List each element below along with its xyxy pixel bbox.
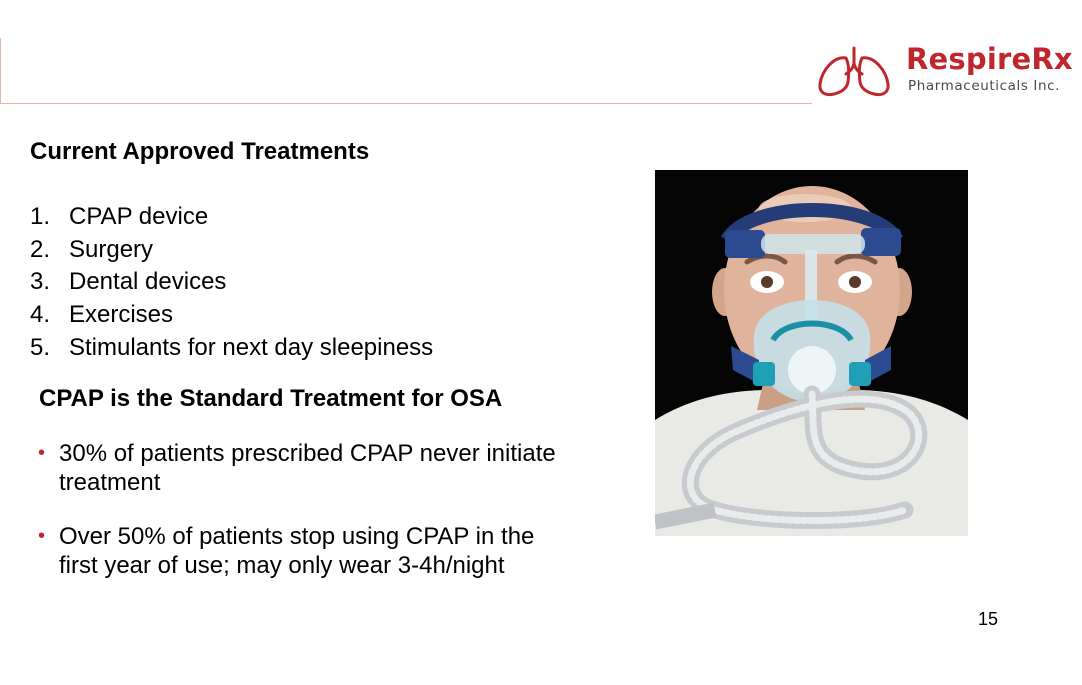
list-item: 4. Exercises xyxy=(30,301,174,329)
list-item: 3. Dental devices xyxy=(30,268,227,296)
treatment-list xyxy=(30,201,433,365)
subtitle: CPAP is the Standard Treatment for OSA xyxy=(39,385,503,412)
list-item: 5. Stimulants for next day sleepiness xyxy=(30,333,434,361)
list-item: 1. CPAP device xyxy=(30,203,209,230)
header-divider xyxy=(0,103,812,104)
bullet-icon: • xyxy=(38,525,46,547)
cpap-illustration xyxy=(655,170,968,536)
cpap-photo xyxy=(655,170,968,536)
section-title: Current Approved Treatments xyxy=(30,138,370,165)
company-logo xyxy=(816,42,1078,98)
bullet-icon: • xyxy=(38,442,46,464)
list-item: 2. Surgery xyxy=(30,235,154,263)
bullet-item: • 30% of patients prescribed CPAP never initiate treatment xyxy=(38,440,556,496)
header-divider-vertical xyxy=(0,38,1,104)
bullet-list xyxy=(38,439,578,605)
logo-tagline: Pharmaceuticals Inc. xyxy=(908,78,1061,94)
bullet-item: • Over 50% of patients stop using CPAP in the first year of use; may only wear 3-4h/night xyxy=(38,523,535,579)
logo-name: RespireRx xyxy=(906,42,1073,76)
page-number: 15 xyxy=(978,609,999,629)
lungs-icon xyxy=(816,44,892,98)
